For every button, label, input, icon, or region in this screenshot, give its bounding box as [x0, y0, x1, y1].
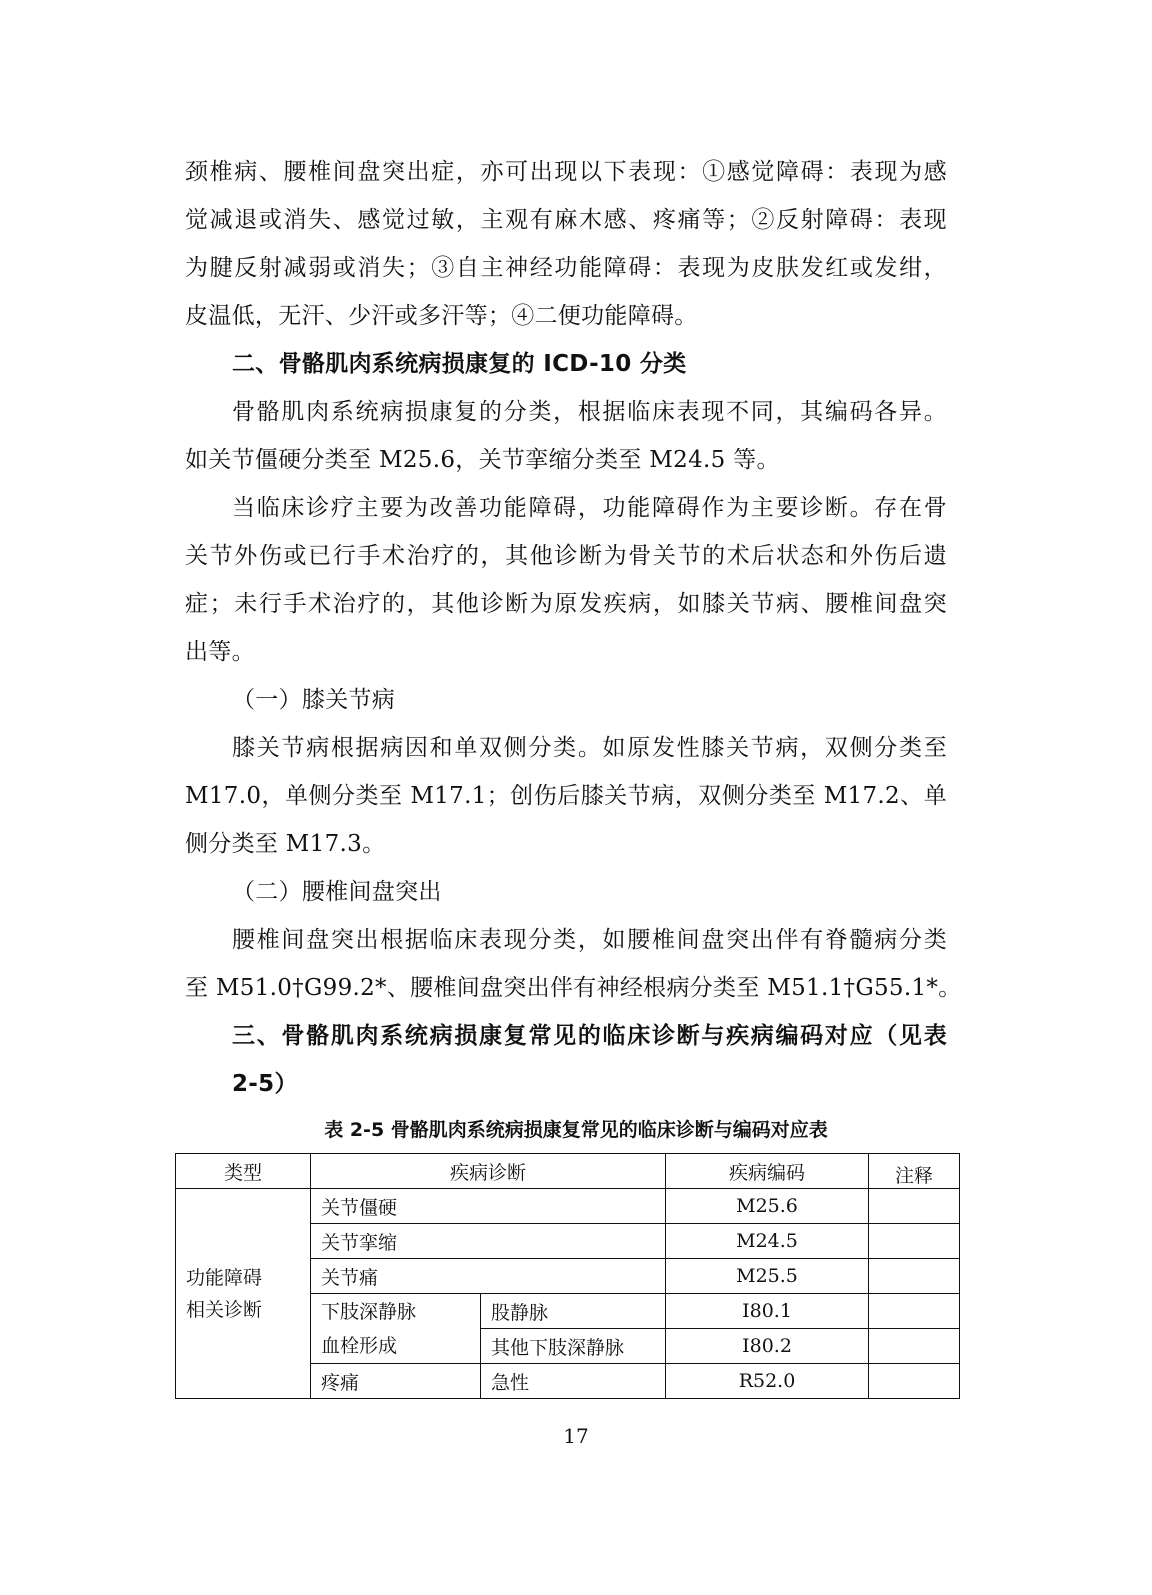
paragraph-line: 如关节僵硬分类至 M25.6，关节挛缩分类至 M24.5 等。: [185, 447, 780, 473]
diagnosis-group-cell: 下肢深静脉 血栓形成: [311, 1294, 481, 1364]
paragraph-line: 当临床诊疗主要为改善功能障碍，功能障碍作为主要诊断。存在骨: [232, 495, 947, 521]
paragraph-line: 症；未行手术治疗的，其他诊断为原发疾病，如膝关节病、腰椎间盘突: [185, 591, 947, 617]
note-cell: [869, 1189, 960, 1224]
code-cell: M24.5: [666, 1224, 869, 1259]
paragraph-line: 至 M51.0†G99.2*、腰椎间盘突出伴有神经根病分类至 M51.1†G55.1*。: [185, 975, 962, 1001]
diagnosis-cell: 关节僵硬: [311, 1189, 666, 1224]
paragraph-line: 颈椎病、腰椎间盘突出症，亦可出现以下表现：①感觉障碍：表现为感: [185, 159, 947, 185]
header-code: 疾病编码: [666, 1154, 869, 1189]
sub-diagnosis-cell: 股静脉: [481, 1294, 666, 1329]
paragraph-line: M17.0，单侧分类至 M17.1；创伤后膝关节病，双侧分类至 M17.2、单: [185, 783, 947, 809]
sub-diagnosis-cell: 急性: [481, 1364, 666, 1399]
note-cell: [869, 1224, 960, 1259]
paragraph-line: 觉减退或消失、感觉过敏，主观有麻木感、疼痛等；②反射障碍：表现: [185, 207, 947, 233]
paragraph-line: 膝关节病根据病因和单双侧分类。如原发性膝关节病，双侧分类至: [232, 735, 947, 761]
paragraph-line: 关节外伤或已行手术治疗的，其他诊断为骨关节的术后状态和外伤后遗: [185, 543, 947, 569]
code-cell: I80.1: [666, 1294, 869, 1329]
code-cell: M25.5: [666, 1259, 869, 1294]
table-caption: 表 2-5 骨骼肌肉系统病损康复常见的临床诊断与编码对应表: [324, 1119, 828, 1141]
code-cell: R52.0: [666, 1364, 869, 1399]
subsection-heading: （二）腰椎间盘突出: [232, 879, 442, 905]
paragraph-line: 侧分类至 M17.3。: [185, 831, 386, 857]
table-row: [176, 1189, 960, 1224]
subsection-heading: （一）膝关节病: [232, 687, 396, 713]
paragraph-line: 为腱反射减弱或消失；③自主神经功能障碍：表现为皮肤发红或发绀，: [185, 255, 947, 281]
paragraph-line: 皮温低，无汗、少汗或多汗等；④二便功能障碍。: [185, 303, 698, 329]
diagnosis-cell: 关节痛: [311, 1259, 666, 1294]
note-cell: [869, 1329, 960, 1364]
sub-diagnosis-cell: 其他下肢深静脉: [481, 1329, 666, 1364]
code-cell: I80.2: [666, 1329, 869, 1364]
header-type: 类型: [176, 1154, 311, 1189]
code-cell: M25.6: [666, 1189, 869, 1224]
header-diagnosis: 疾病诊断: [311, 1154, 666, 1189]
section-heading: 2-5）: [232, 1071, 298, 1097]
diagnosis-cell: 疼痛: [311, 1364, 481, 1399]
paragraph-line: 骨骼肌肉系统病损康复的分类，根据临床表现不同，其编码各异。: [232, 399, 947, 425]
header-note: 注释: [869, 1154, 960, 1189]
note-cell: [869, 1294, 960, 1329]
diagnosis-cell: 关节挛缩: [311, 1224, 666, 1259]
page-number: 17: [563, 1424, 589, 1448]
section-heading: 三、骨骼肌肉系统病损康复常见的临床诊断与疾病编码对应（见表: [232, 1023, 947, 1049]
category-cell: 功能障碍 相关诊断: [176, 1189, 311, 1399]
table-header-row: [176, 1154, 960, 1189]
note-cell: [869, 1364, 960, 1399]
paragraph-line: 出等。: [185, 639, 255, 665]
diagnosis-code-table: [175, 1153, 960, 1399]
paragraph-line: 腰椎间盘突出根据临床表现分类，如腰椎间盘突出伴有脊髓病分类: [232, 927, 947, 953]
note-cell: [869, 1259, 960, 1294]
section-heading: 二、骨骼肌肉系统病损康复的 ICD-10 分类: [232, 351, 687, 377]
